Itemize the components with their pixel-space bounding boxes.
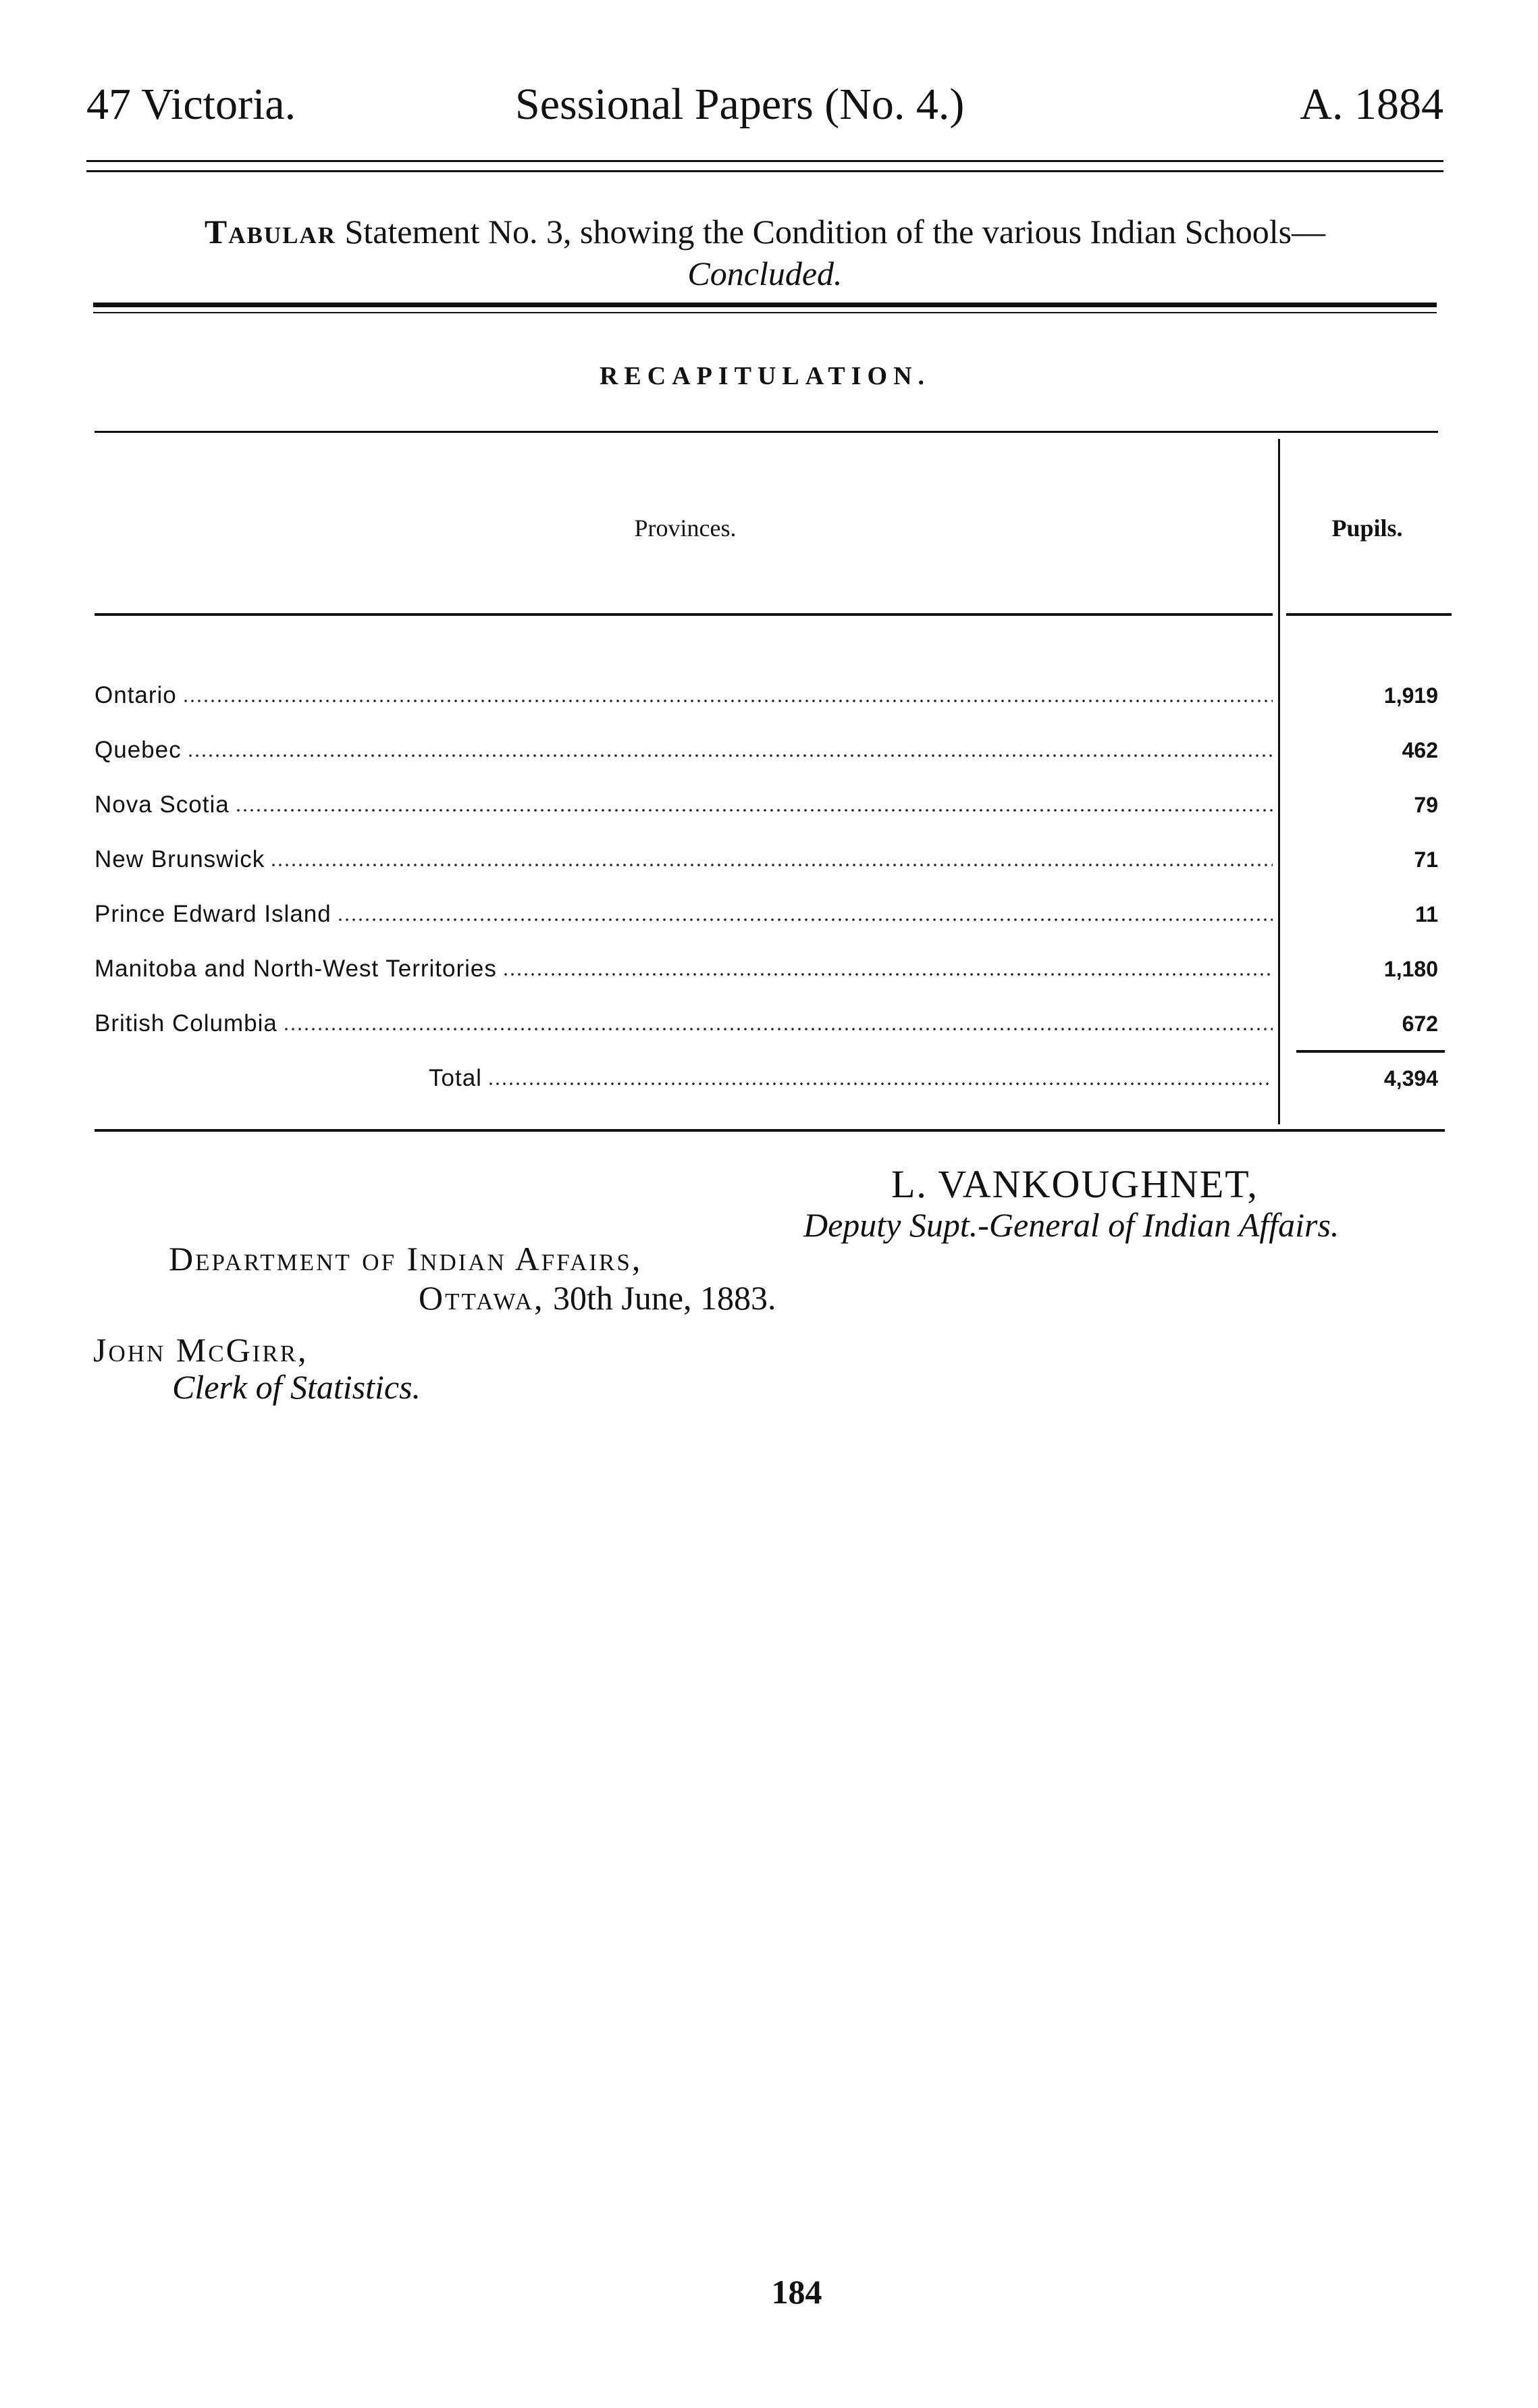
table-bottom-rule [95, 1129, 1445, 1132]
table-row [95, 785, 1452, 825]
table-row [95, 839, 1452, 880]
signatory-name: L. VANKOUGHNET, [891, 1162, 1258, 1206]
place-and-date [419, 1278, 776, 1317]
pupil-count: 1,180 [1383, 957, 1438, 981]
table-row [95, 1003, 1452, 1044]
dot-leader [270, 863, 1273, 867]
dot-leader [502, 972, 1273, 976]
title-rule-thin [93, 312, 1437, 313]
running-head [86, 74, 1443, 135]
province-name: British Columbia [95, 1010, 277, 1037]
page-number: 184 [771, 2273, 822, 2311]
statement-title [86, 209, 1443, 254]
province-name: New Brunswick [95, 846, 265, 872]
province-name: Ontario [95, 682, 177, 708]
dot-leader [487, 1082, 1273, 1086]
header-rule-top [86, 160, 1443, 162]
section-heading: RECAPITULATION. [599, 362, 931, 390]
column-header-pupils: Pupils. [1331, 515, 1403, 542]
clerk-title: Clerk of Statistics. [172, 1368, 421, 1406]
province-name: Manitoba and North-West Territories [95, 956, 497, 982]
total-rule [1296, 1050, 1445, 1053]
signatory-title: Deputy Supt.-General of Indian Affairs. [803, 1206, 1340, 1244]
header-divider-left [95, 613, 1273, 616]
header-rule-bottom [86, 170, 1443, 172]
statement-title-rest: Statement No. 3, showing the Condition of the various Indian Schools— [344, 213, 1326, 251]
table-row [95, 675, 1452, 716]
table-top-rule [95, 431, 1438, 433]
table-row [95, 730, 1452, 770]
title-rule-thick [93, 303, 1437, 307]
pupil-count: 79 [1414, 793, 1438, 817]
province-name: Quebec [95, 737, 182, 763]
total-label: Total [429, 1065, 482, 1091]
header-session: 47 Victoria. [86, 80, 296, 129]
dot-leader [187, 754, 1273, 758]
document-date: 30th June, 1883. [552, 1279, 776, 1317]
statement-subtitle: Concluded. [687, 255, 843, 292]
column-header-provinces: Provinces. [634, 515, 737, 542]
pupil-count: 462 [1402, 738, 1438, 762]
clerk-name: John McGirr, [93, 1331, 309, 1369]
table-row [95, 894, 1452, 935]
header-divider-right [1286, 613, 1452, 616]
table-row [95, 949, 1452, 989]
dot-leader [283, 1027, 1273, 1031]
dot-leader [337, 918, 1273, 922]
total-pupils: 4,394 [1383, 1066, 1438, 1091]
header-publication: Sessional Papers (No. 4.) [515, 80, 965, 129]
dot-leader [182, 699, 1273, 703]
header-series: A. 1884 [1300, 80, 1443, 129]
city-name: Ottawa, [419, 1279, 545, 1317]
dot-leader [235, 808, 1273, 812]
province-name: Nova Scotia [95, 791, 230, 818]
pupil-count: 1,919 [1383, 683, 1438, 708]
department-name: Department of Indian Affairs, [169, 1240, 643, 1278]
pupil-count: 672 [1402, 1012, 1438, 1036]
province-name: Prince Edward Island [95, 901, 332, 927]
total-row [95, 1058, 1452, 1099]
pupil-count: 11 [1415, 902, 1438, 926]
statement-title-lead: Tabular [204, 213, 336, 251]
pupil-count: 71 [1414, 847, 1438, 872]
